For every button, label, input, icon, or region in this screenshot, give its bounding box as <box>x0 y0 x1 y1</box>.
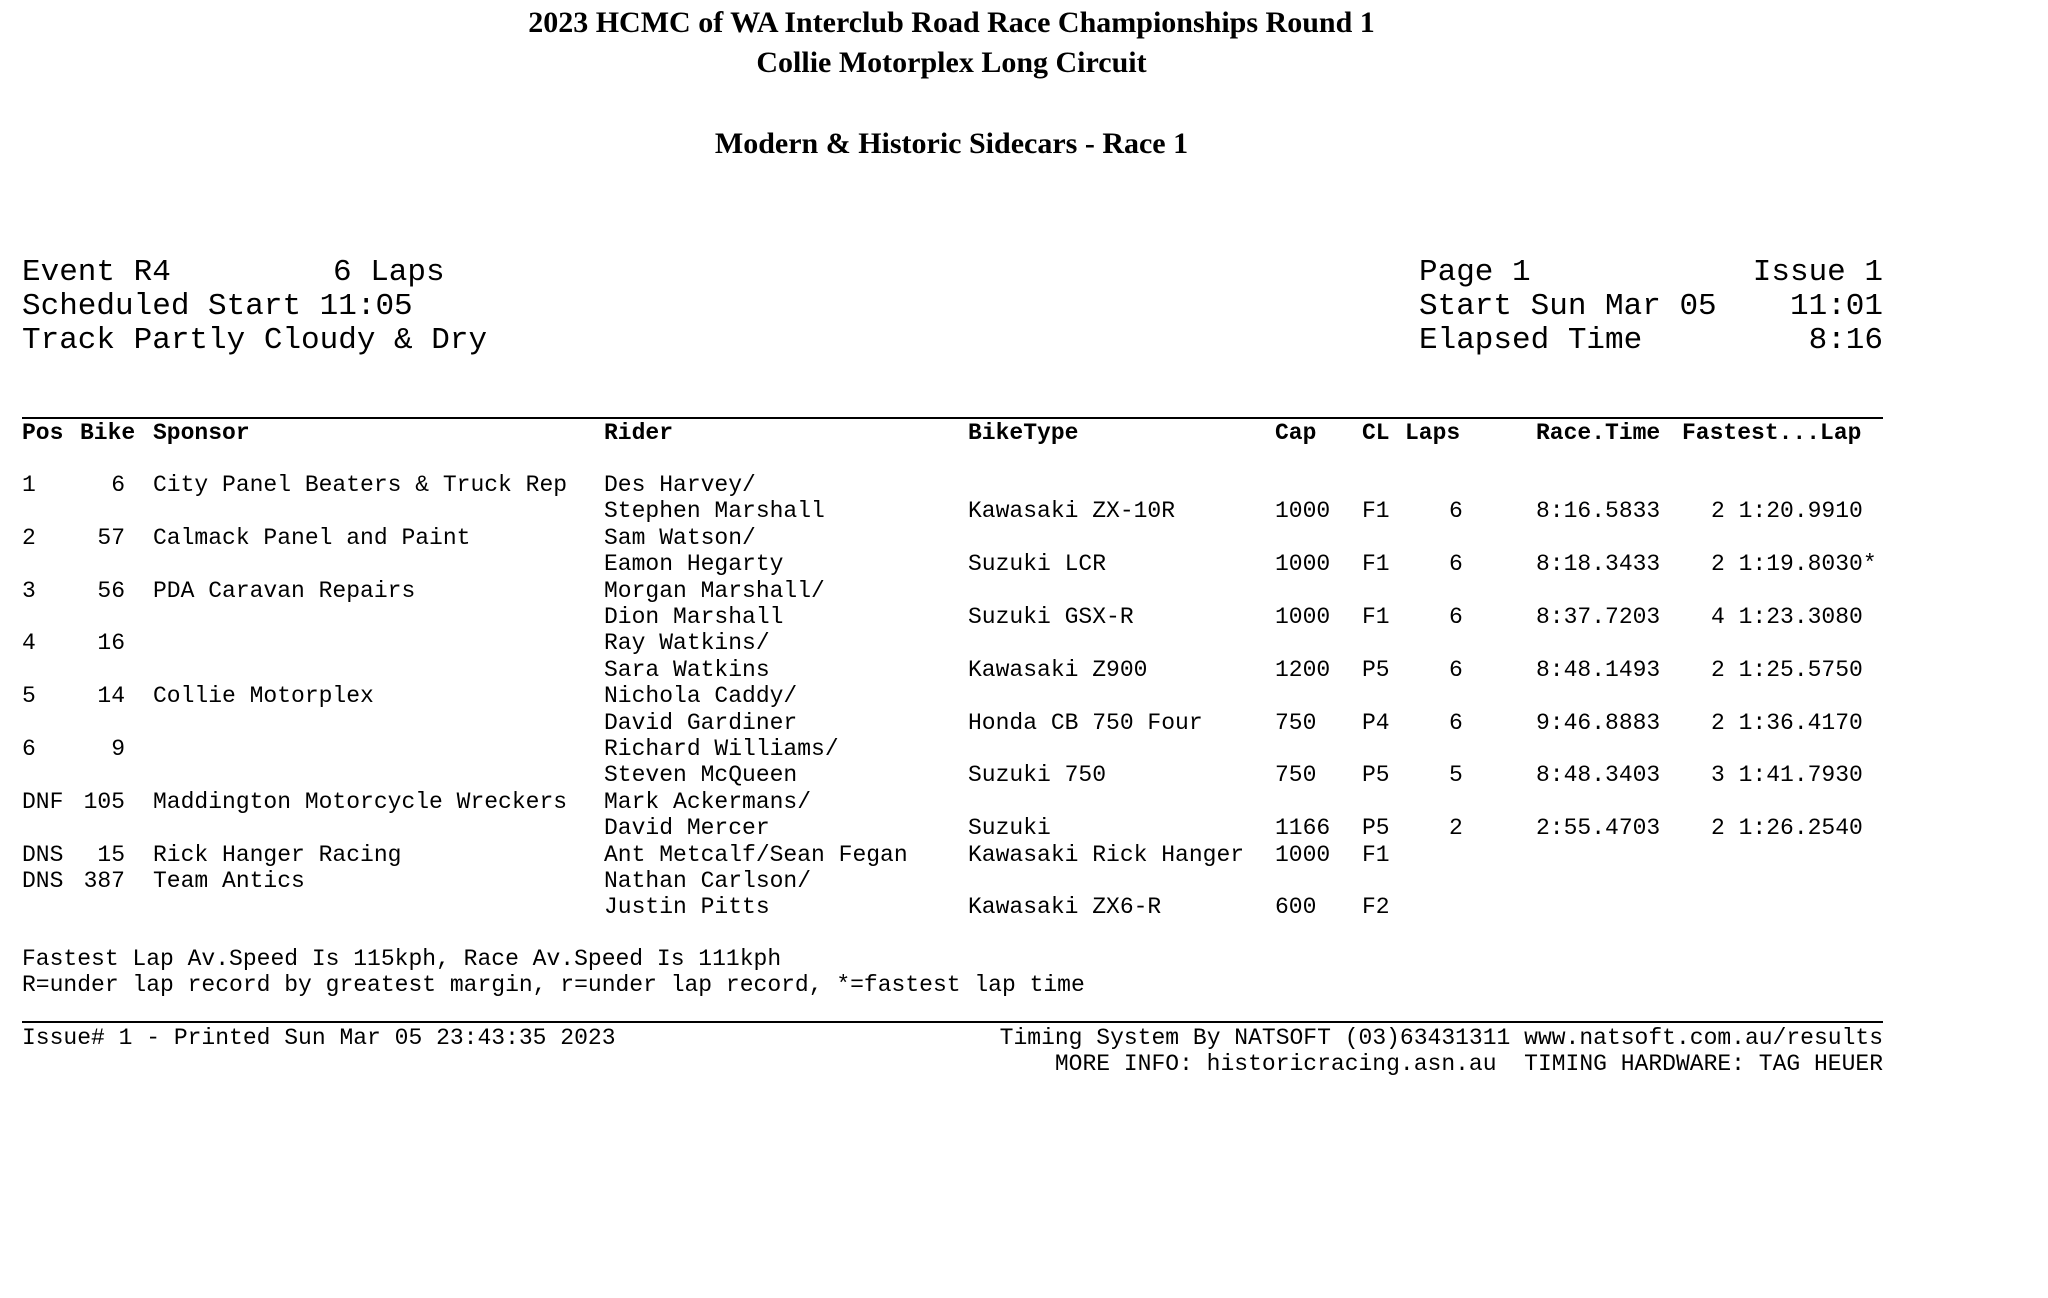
row-rider-first: Nichola Caddy/ <box>604 683 798 710</box>
row-fastest-lap: 2 1:25.5750 <box>1711 656 1863 683</box>
row-rider-second: Dion Marshall <box>604 604 784 630</box>
scheduled-start: Scheduled Start 11:05 <box>22 289 413 324</box>
row-sponsor: City Panel Beaters & Truck Rep <box>153 472 568 498</box>
row-laps: 5 <box>1449 762 1463 789</box>
row-rider-first: Morgan Marshall/ <box>604 577 825 604</box>
issue-number: Issue 1 <box>1752 255 1883 290</box>
row-cl: P4 <box>1362 709 1390 736</box>
col-racetime-header: Race.Time <box>1536 420 1661 446</box>
row-rider-second: Stephen Marshall <box>604 498 825 525</box>
row-fastest-lap: 4 1:23.3080 <box>1711 604 1863 630</box>
race-title: Modern & Historic Sidecars - Race 1 <box>714 127 1189 160</box>
track-conditions: Track Partly Cloudy & Dry <box>22 323 488 358</box>
row-fastest-lap: 2 1:36.4170 <box>1711 709 1863 736</box>
row-rider-second: David Mercer <box>604 815 770 842</box>
row-cl: F2 <box>1362 894 1390 921</box>
row-racetime: 8:18.3433 <box>1536 551 1661 578</box>
row-bike: 15 <box>97 841 125 868</box>
col-sponsor-header: Sponsor <box>153 420 250 446</box>
row-bike: 6 <box>111 472 125 498</box>
more-info: MORE INFO: historicracing.asn.au TIMING HARDWARE: TAG HEUER <box>1054 1051 1883 1077</box>
row-laps: 2 <box>1449 815 1463 842</box>
col-bike-header: Bike <box>80 420 136 446</box>
row-cap: 1000 <box>1275 551 1331 578</box>
col-laps-header: Laps <box>1405 420 1461 446</box>
col-biketype-header: BikeType <box>968 420 1079 446</box>
row-cap: 750 <box>1275 709 1317 736</box>
row-pos: 4 <box>22 630 36 657</box>
row-laps: 6 <box>1449 656 1463 683</box>
table-top-rule <box>22 417 1883 419</box>
row-cap: 1200 <box>1275 656 1331 683</box>
row-bike: 105 <box>83 788 125 815</box>
row-biketype: Suzuki GSX-R <box>968 604 1134 630</box>
row-sponsor: Calmack Panel and Paint <box>153 524 471 551</box>
row-fastest-lap: 2 1:19.8030* <box>1711 551 1877 578</box>
row-biketype: Suzuki 750 <box>968 762 1107 789</box>
row-sponsor: Collie Motorplex <box>153 683 374 710</box>
row-fastest-lap: 2 1:26.2540 <box>1711 815 1863 842</box>
row-rider-second: Eamon Hegarty <box>604 551 784 578</box>
row-biketype: Kawasaki Rick Hanger <box>968 841 1245 868</box>
row-cap: 1000 <box>1275 604 1331 630</box>
col-cap-header: Cap <box>1275 420 1317 446</box>
row-cl: P5 <box>1362 815 1390 842</box>
row-cap: 1166 <box>1275 815 1331 842</box>
row-racetime: 8:48.3403 <box>1536 762 1661 789</box>
row-biketype: Honda CB 750 Four <box>968 709 1203 736</box>
row-rider-first: Richard Williams/ <box>604 736 839 762</box>
row-rider-first: Ray Watkins/ <box>604 630 770 657</box>
row-pos: 3 <box>22 577 36 604</box>
row-sponsor: Team Antics <box>153 868 305 894</box>
row-cl: F1 <box>1362 498 1390 525</box>
row-pos: 1 <box>22 472 36 498</box>
col-pos-header: Pos <box>22 420 64 446</box>
row-racetime: 2:55.4703 <box>1536 815 1661 842</box>
row-bike: 16 <box>97 630 125 657</box>
row-rider-second: Justin Pitts <box>604 894 770 921</box>
row-cap: 1000 <box>1275 498 1331 525</box>
speed-note: Fastest Lap Av.Speed Is 115kph, Race Av.Speed Is 111kph <box>22 946 782 972</box>
row-cl: F1 <box>1362 604 1390 630</box>
row-pos: DNS <box>22 841 64 868</box>
venue-title: Collie Motorplex Long Circuit <box>756 46 1147 79</box>
start-label: Start Sun Mar 05 <box>1419 289 1717 324</box>
row-rider-first: Mark Ackermans/ <box>604 788 812 815</box>
row-sponsor: Maddington Motorcycle Wreckers <box>153 788 568 815</box>
row-rider-first: Des Harvey/ <box>604 472 756 498</box>
row-rider-second: Steven McQueen <box>604 762 798 789</box>
row-rider-second: Sara Watkins <box>604 656 770 683</box>
row-cl: P5 <box>1362 656 1390 683</box>
row-cl: P5 <box>1362 762 1390 789</box>
row-pos: DNS <box>22 868 64 894</box>
row-bike: 56 <box>97 577 125 604</box>
row-bike: 57 <box>97 524 125 551</box>
row-pos: 5 <box>22 683 36 710</box>
row-rider-second: David Gardiner <box>604 709 798 736</box>
row-laps: 6 <box>1449 604 1463 630</box>
row-rider-first: Sam Watson/ <box>604 524 756 551</box>
row-biketype: Kawasaki ZX-10R <box>968 498 1176 525</box>
row-cap: 600 <box>1275 894 1317 921</box>
col-cl-header: CL <box>1362 420 1390 446</box>
start-time: 11:01 <box>1789 289 1883 324</box>
row-sponsor: PDA Caravan Repairs <box>153 577 416 604</box>
document-title: 2023 HCMC of WA Interclub Road Race Championships Round 1 <box>528 6 1375 39</box>
footer-rule <box>22 1021 1883 1023</box>
row-rider-first: Nathan Carlson/ <box>604 868 812 894</box>
timing-system-info: Timing System By NATSOFT (03)63431311 www.natsoft.com.au/results <box>999 1025 1883 1051</box>
row-cap: 750 <box>1275 762 1317 789</box>
row-bike: 387 <box>83 868 125 894</box>
row-biketype: Suzuki <box>968 815 1051 842</box>
legend-note: R=under lap record by greatest margin, r=under lap record, *=fastest lap time <box>22 972 1085 998</box>
row-biketype: Kawasaki ZX6-R <box>968 894 1162 921</box>
row-racetime: 9:46.8883 <box>1536 709 1661 736</box>
row-pos: 6 <box>22 736 36 762</box>
col-fastest-header: Fastest...Lap <box>1682 420 1862 446</box>
row-bike: 14 <box>97 683 125 710</box>
row-bike: 9 <box>111 736 125 762</box>
row-racetime: 8:48.1493 <box>1536 656 1661 683</box>
event-label: Event R4 <box>22 255 171 290</box>
row-pos: 2 <box>22 524 36 551</box>
page-number: Page 1 <box>1419 255 1531 290</box>
row-biketype: Suzuki LCR <box>968 551 1107 578</box>
row-laps: 6 <box>1449 498 1463 525</box>
event-laps: 6 Laps <box>333 255 445 290</box>
row-laps: 6 <box>1449 709 1463 736</box>
row-cl: F1 <box>1362 551 1390 578</box>
row-fastest-lap: 3 1:41.7930 <box>1711 762 1863 789</box>
elapsed-value: 8:16 <box>1808 323 1883 358</box>
row-fastest-lap: 2 1:20.9910 <box>1711 498 1863 525</box>
printed-info: Issue# 1 - Printed Sun Mar 05 23:43:35 2023 <box>22 1025 616 1051</box>
elapsed-label: Elapsed Time <box>1419 323 1643 358</box>
row-cl: F1 <box>1362 841 1390 868</box>
row-biketype: Kawasaki Z900 <box>968 656 1148 683</box>
row-racetime: 8:16.5833 <box>1536 498 1661 525</box>
row-sponsor: Rick Hanger Racing <box>153 841 402 868</box>
row-laps: 6 <box>1449 551 1463 578</box>
row-pos: DNF <box>22 788 64 815</box>
row-rider-first: Ant Metcalf/Sean Fegan <box>604 841 908 868</box>
row-racetime: 8:37.7203 <box>1536 604 1661 630</box>
col-rider-header: Rider <box>604 420 674 446</box>
row-cap: 1000 <box>1275 841 1331 868</box>
